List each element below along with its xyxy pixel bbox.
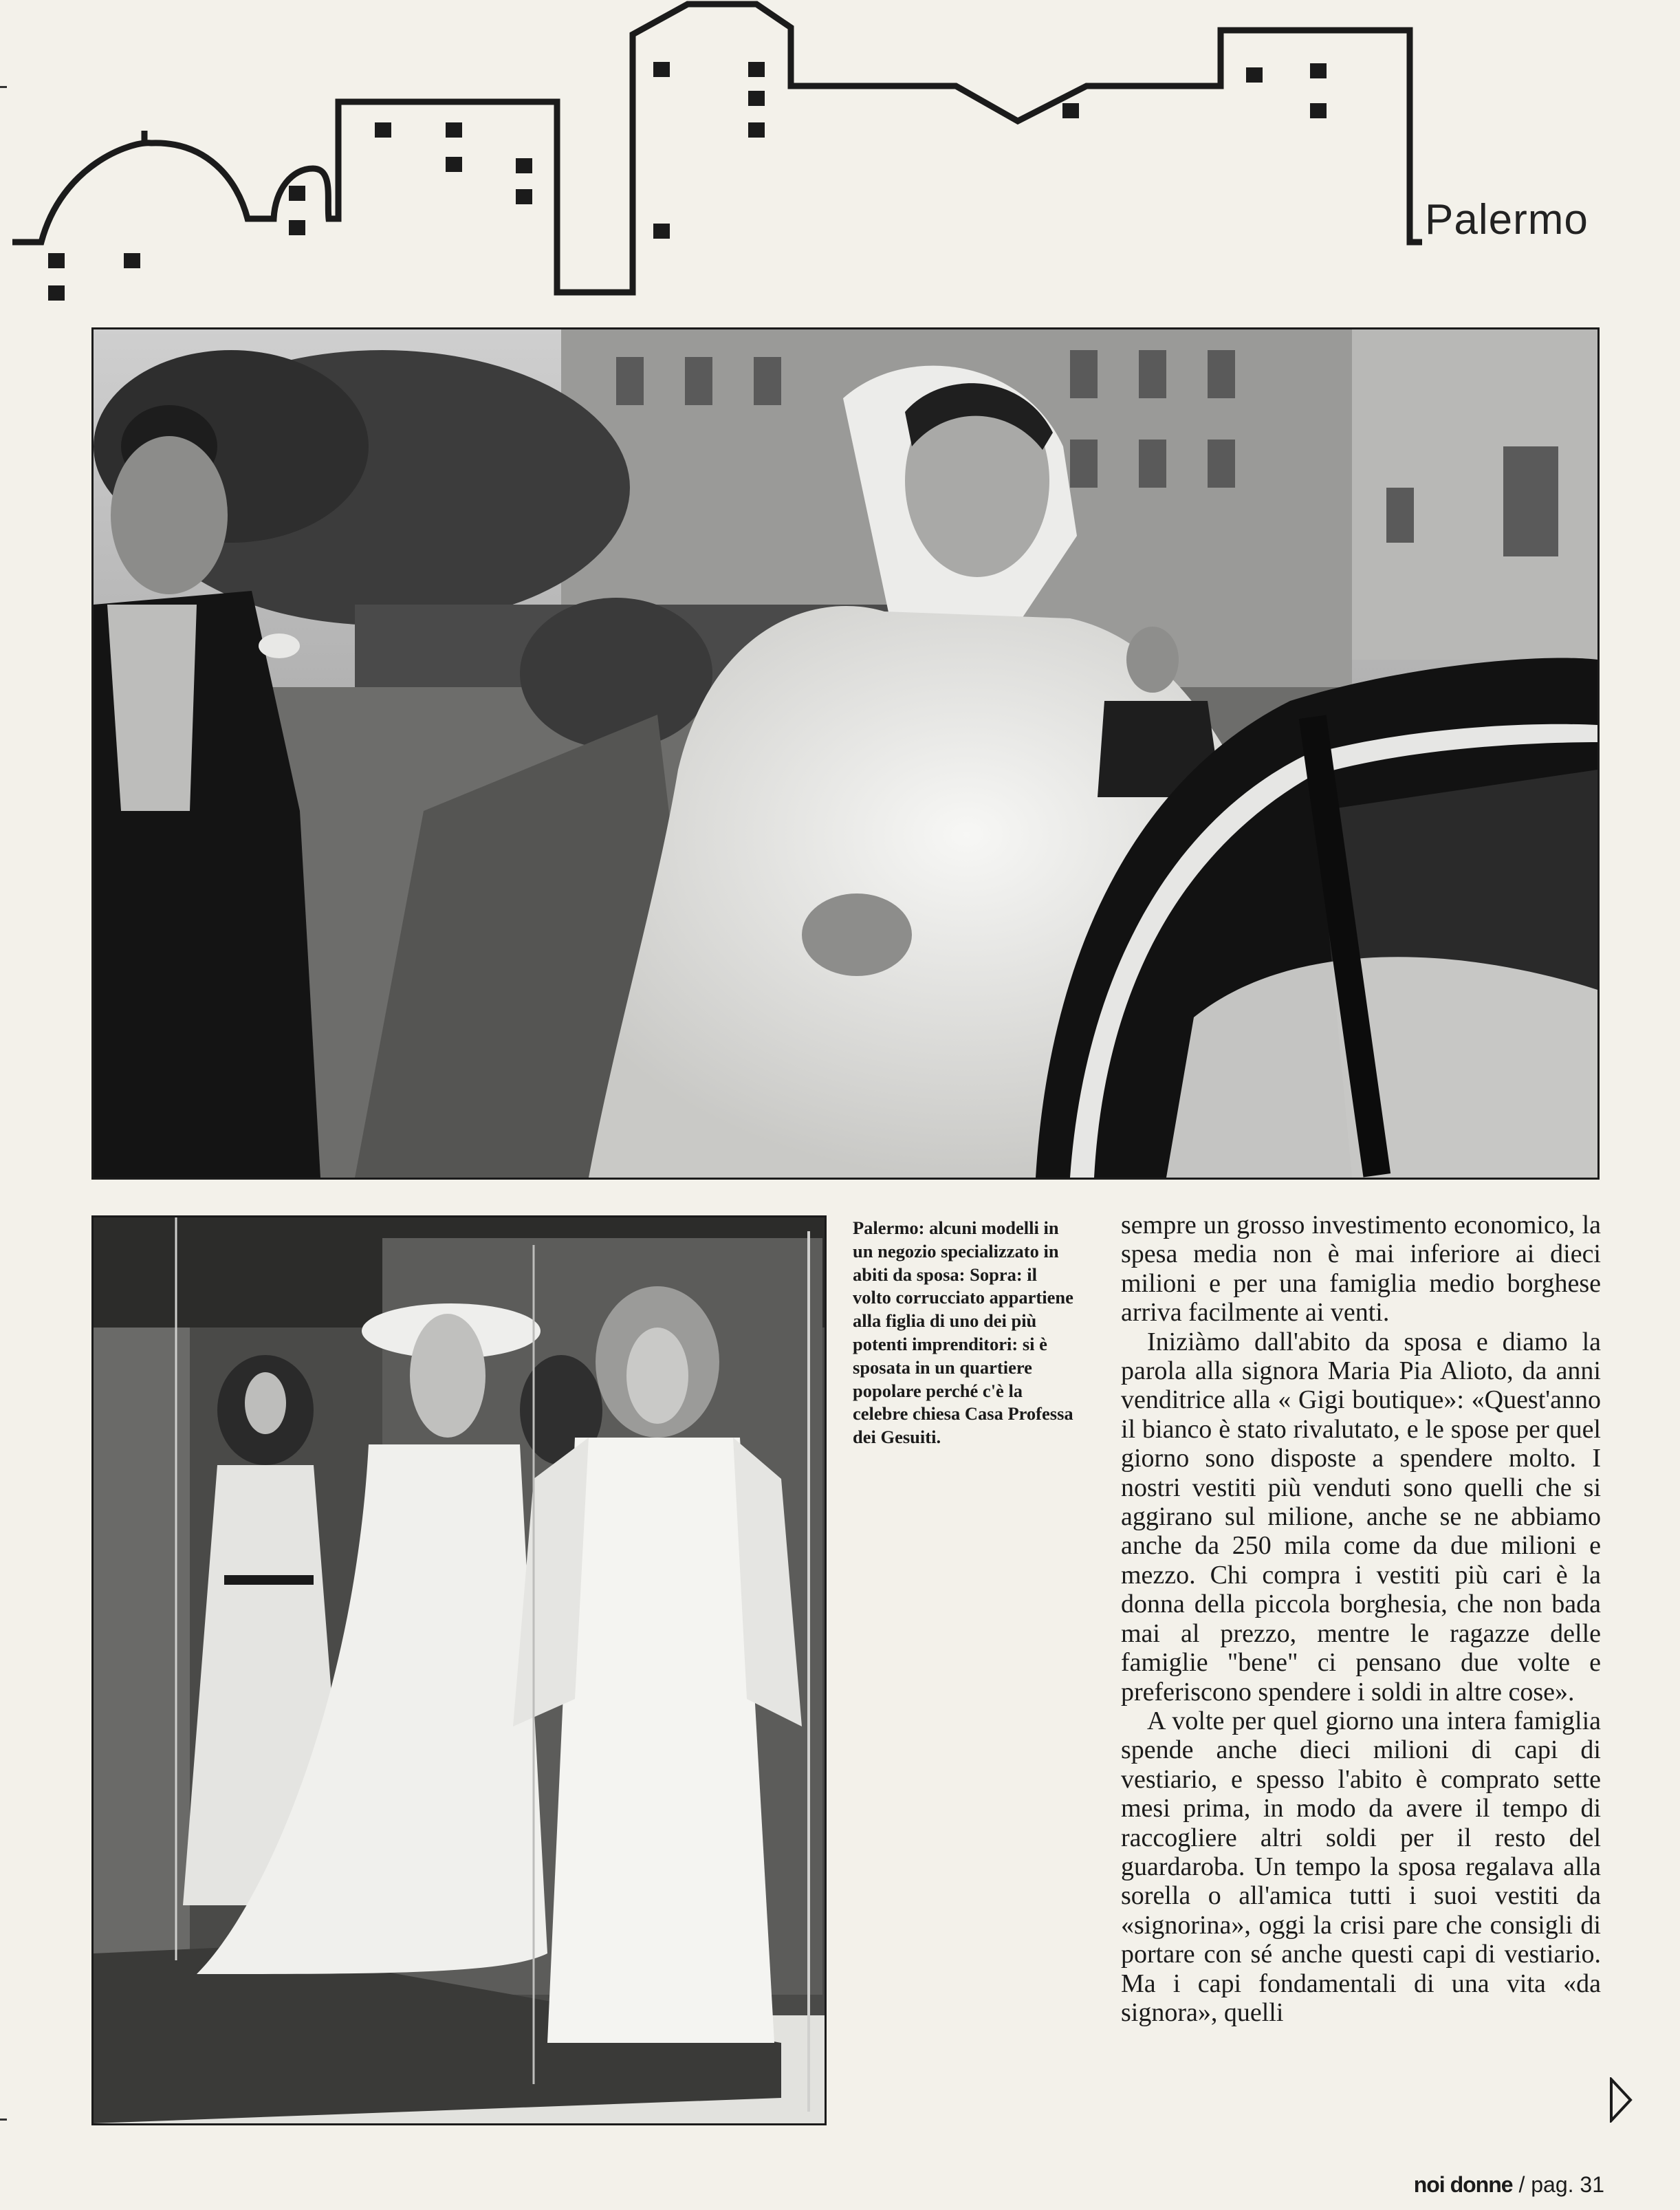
article-column	[1121, 1211, 1601, 2027]
page-footer	[1414, 2172, 1604, 2198]
margin-tick	[0, 86, 7, 88]
wedding-photo	[91, 327, 1600, 1180]
photo-caption: Palermo: alcuni modelli in un negozio specializzato in abiti da sposa: Sopra: il volto corrucciato appartiene alla figlia di uno dei più potenti imprenditori: si è sposata in un quartiere popolare perché c'è la celebre chiesa Casa Professa dei Gesuiti.	[853, 1217, 1073, 1448]
article-paragraph-2: Iniziàmo dall'abito da sposa e diamo la parola alla signora Maria Pia Alioto, da anni venditrice alla « Gigi boutique»: «Quest'anno il bianco è stato rivalutato, e le spose per quel giorno sono disposte a spendere molto. I nostri vestiti più venduti sono quelli che si aggirano sul milione, anche se ne abbiamo anche da 250 mila come da due milioni e mezzo. Chi compra i vestiti più cari è la donna della piccola borghesia, che non bada mai al prezzo, mentre le ragazze delle famiglie "bene" ci pensano due volte e preferiscono spendere i soldi in altre cose».	[1121, 1327, 1601, 1707]
window-squares	[48, 62, 1327, 301]
continue-arrow-icon	[1609, 2077, 1633, 2123]
bridal-shop-photo	[91, 1215, 827, 2125]
article-paragraph-1: sempre un grosso investimento economico, la spesa media non è mai inferiore ai dieci milioni e per una famiglia medio borghese arriva facilmente ai venti.	[1121, 1211, 1601, 1328]
magazine-brand: noi donne	[1413, 2172, 1513, 2197]
section-title: Palermo	[1425, 196, 1589, 243]
margin-tick	[0, 2119, 7, 2121]
page-number: pag. 31	[1531, 2172, 1604, 2197]
footer-separator: /	[1518, 2172, 1525, 2197]
article-paragraph-3: A volte per quel giorno una intera famiglia spende anche dieci milioni di capi di vestiario, e spesso l'abito è comprato sette mesi prima, in modo da avere il tempo di raccogliere altri soldi per il resto del guardaroba. Un tempo la sposa regalava alla sorella o all'amica tutti i suoi vestiti da «signorina», oggi la crisi pare che consigli di portare con sé anche questi capi di vestiario. Ma i capi fondamentali di una vita «da signora», quelli	[1121, 1706, 1601, 2027]
skyline-illustration	[0, 0, 1680, 316]
